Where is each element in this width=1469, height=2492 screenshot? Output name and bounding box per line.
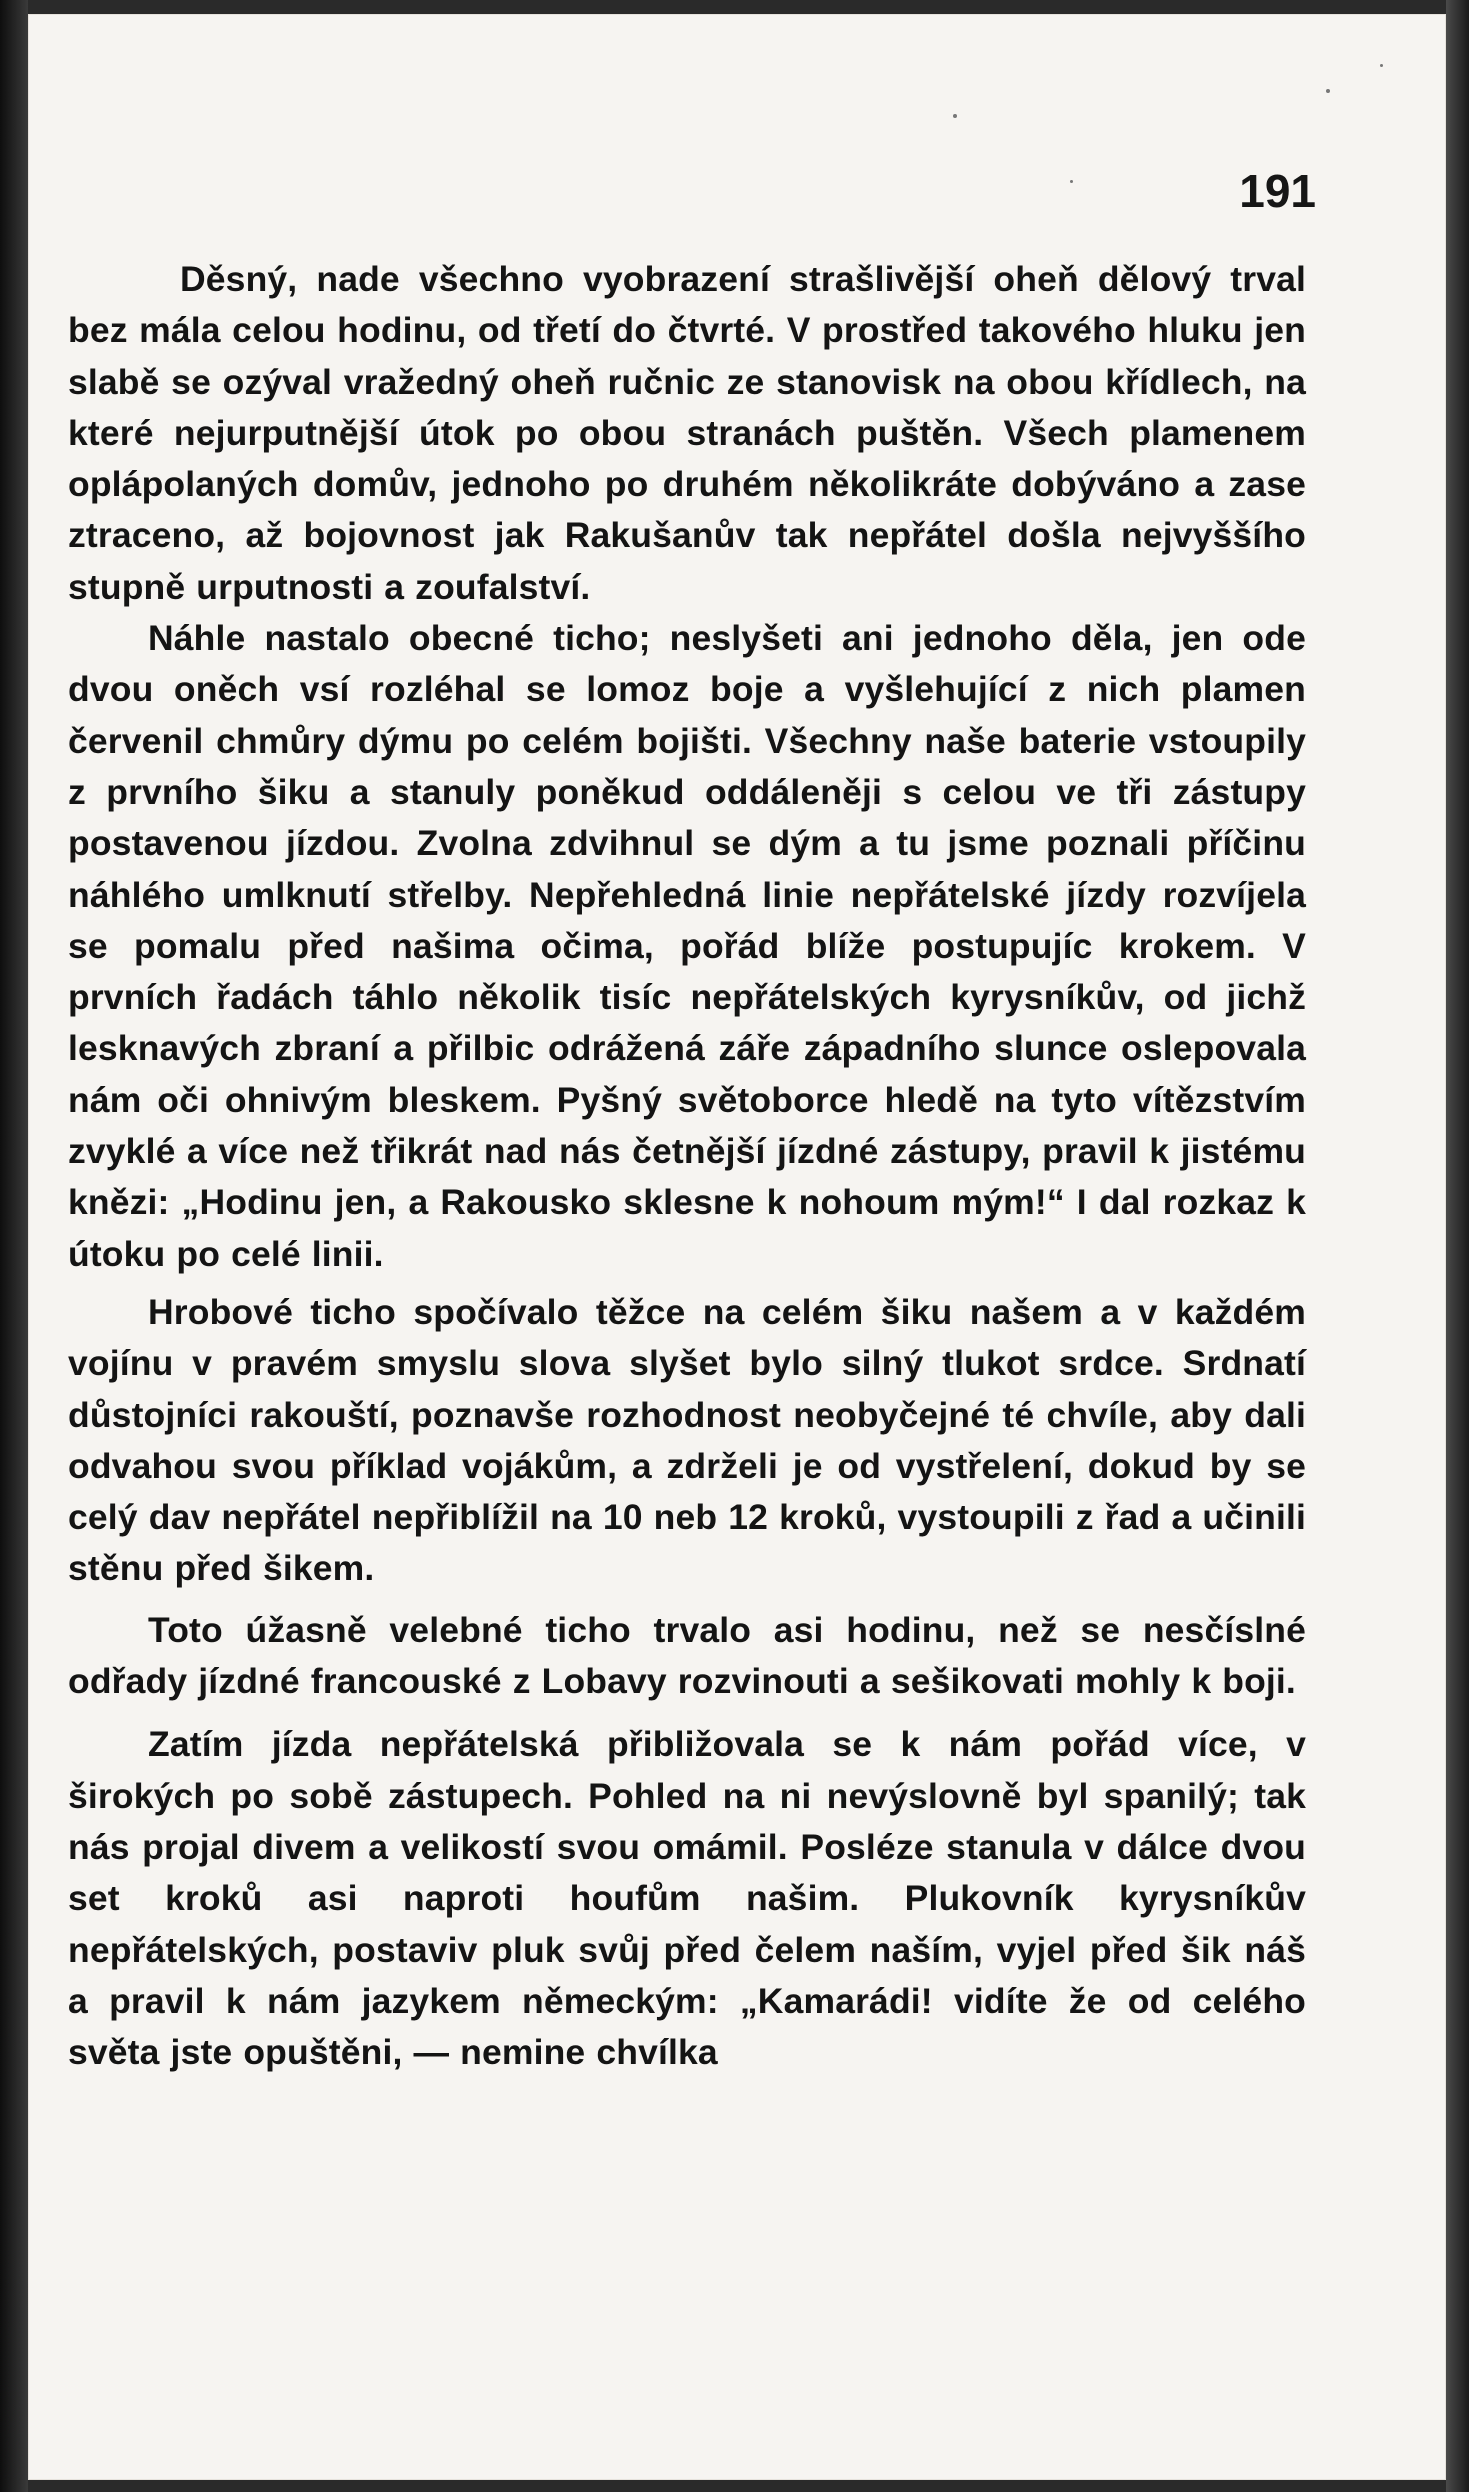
- paragraph-4: Toto úžasně velebné ticho trvalo asi hodinu, než se nesčíslné odřady jízdné francouské z Lobavy rozvinouti a sešikovati mohly k boji.: [68, 1609, 1306, 1702]
- paper-speck: [1326, 89, 1330, 93]
- paragraph-1: Děsný, nade všechno vyobrazení strašlivější oheň dělový trval bez mála celou hodinu, od třetí do čtvrté. V prostřed takového hluku jen slabě se ozýval vražedný oheň ručnic ze stanovisk na obou křídlech, na které nejurputnější útok po obou stranách puštěn. Všech plamenem oplápolaných domův, jednoho po druhém několikráte dobýváno a zase ztraceno, až bojovnost jak Rakušanův tak nepřátel došla nejvyššího stupně urputnosti a zoufalství.: [68, 259, 1306, 607]
- page-number: 191: [1239, 165, 1316, 217]
- body-text: [68, 254, 1306, 2078]
- paragraph-2: Náhle nastalo obecné ticho; neslyšeti ani jednoho děla, jen ode dvou oněch vsí rozléhal se lomoz boje a vyšlehující z nich plamen červenil chmůry dýmu po celém bojišti. Všechny naše baterie vstoupily z prvního šiku a stanuly poněkud oddáleněji s celou ve tři zástupy postavenou jízdou. Zvolna zdvihnul se dým a tu jsme poznali příčinu náhlého umlknutí střelby. Nepřehledná linie nepřátelské jízdy rozvíjela se pomalu před našima očima, pořád blíže postupujíc krokem. V prvních řadách táhlo několik tisíc nepřátelských kyrysníkův, od jichž lesknavých zbraní a přilbic odrážená záře západního slunce oslepovala nám oči ohnivým bleskem. Pyšný světoborce hledě na tyto vítězstvím zvyklé a více než třikrát nad nás četnější jízdné zástupy, pravil k jistému knězi: „Hodinu jen, a Rakousko sklesne k nohoum mým!“ I dal rozkaz k útoku po celé linii.: [68, 618, 1306, 1274]
- page-edge-shadow: [1446, 0, 1469, 2492]
- paper-speck: [1380, 64, 1383, 67]
- paragraph-5: Zatím jízda nepřátelská přibližovala se k nám pořád více, v širokých po sobě zástupech. Pohled na ni nevýslovně byl spanilý; tak nás projal divem a velikostí svou omámil. Posléze stanula v dálce dvou set kroků asi naproti houfům našim. Plukovník kyrysníkův nepřátelských, postaviv pluk svůj před čelem naším, vyjel před šik náš a pravil k nám jazykem německým: „Kamarádi! vidíte že od celého světa jste opuštěni, — nemine chvílka: [68, 1724, 1306, 2073]
- book-page: [28, 14, 1446, 2480]
- book-spine-shadow: [0, 0, 28, 2492]
- paragraph-3: Hrobové ticho spočívalo těžce na celém šiku našem a v každém vojínu v pravém smyslu slova slyšet bylo silný tlukot srdce. Srdnatí důstojníci rakouští, poznavše rozhodnost neobyčejné té chvíle, aby dali odvahou svou příklad vojákům, a zdrželi je od vystřelení, dokud by se celý dav nepřátel nepřiblížil na 10 neb 12 kroků, vystoupili z řad a učinili stěnu před šikem.: [68, 1291, 1306, 1589]
- paper-speck: [1070, 180, 1073, 183]
- paper-speck: [953, 114, 957, 118]
